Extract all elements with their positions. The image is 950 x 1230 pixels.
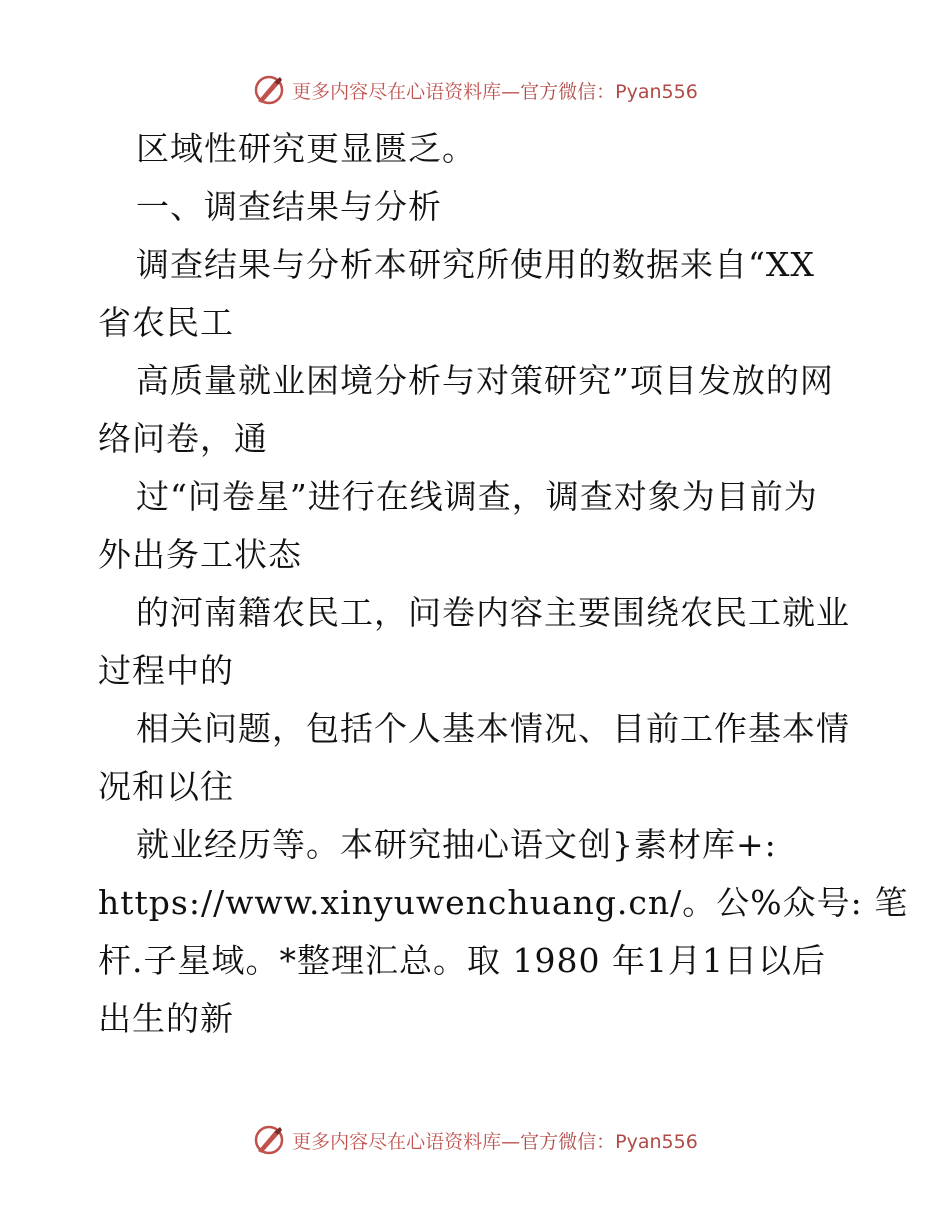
text-line: 络问卷，通 [98, 419, 268, 458]
text-line: 区域性研究更显匮乏。 [136, 129, 476, 168]
text-line: 相关问题，包括个人基本情况、目前工作基本情 [136, 709, 850, 748]
text-line: 杆.子星域。*整理汇总。取 1980 年1月1日以后 [98, 941, 826, 980]
pen-logo-icon [252, 73, 286, 107]
footer-banner [0, 1120, 950, 1160]
text-line: 高质量就业困境分析与对策研究”项目发放的网 [136, 361, 834, 400]
text-line: https://www.xinyuwenchuang.cn/。公%众号: 笔 [98, 883, 909, 922]
text-line: 过“问卷星”进行在线调查，调查对象为目前为 [136, 477, 818, 516]
text-line: 过程中的 [98, 651, 234, 690]
banner-text [292, 77, 698, 104]
banner-site-name: 更多内容尽在心语资料库 [292, 80, 502, 103]
text-line: 况和以往 [98, 767, 234, 806]
banner-wechat: 官方微信：Pyan556 [520, 1130, 698, 1153]
text-line: 的河南籍农民工，问卷内容主要围绕农民工就业 [136, 593, 850, 632]
banner-dash: — [501, 1130, 521, 1153]
text-line: 就业经历等。本研究抽心语文创}素材库+: [136, 825, 777, 864]
text-line: 调查结果与分析本研究所使用的数据来自“XX [136, 245, 815, 284]
banner-site-name: 更多内容尽在心语资料库 [292, 1130, 502, 1153]
banner-text [292, 1127, 698, 1154]
section-heading: 一、调查结果与分析 [136, 187, 442, 226]
banner-dash: — [501, 80, 521, 103]
text-line: 外出务工状态 [98, 535, 302, 574]
text-line: 省农民工 [98, 303, 234, 342]
text-line: 出生的新 [98, 999, 234, 1038]
banner-wechat: 官方微信：Pyan556 [520, 80, 698, 103]
header-banner [0, 70, 950, 110]
pen-logo-icon [252, 1123, 286, 1157]
document-body [98, 120, 909, 1048]
